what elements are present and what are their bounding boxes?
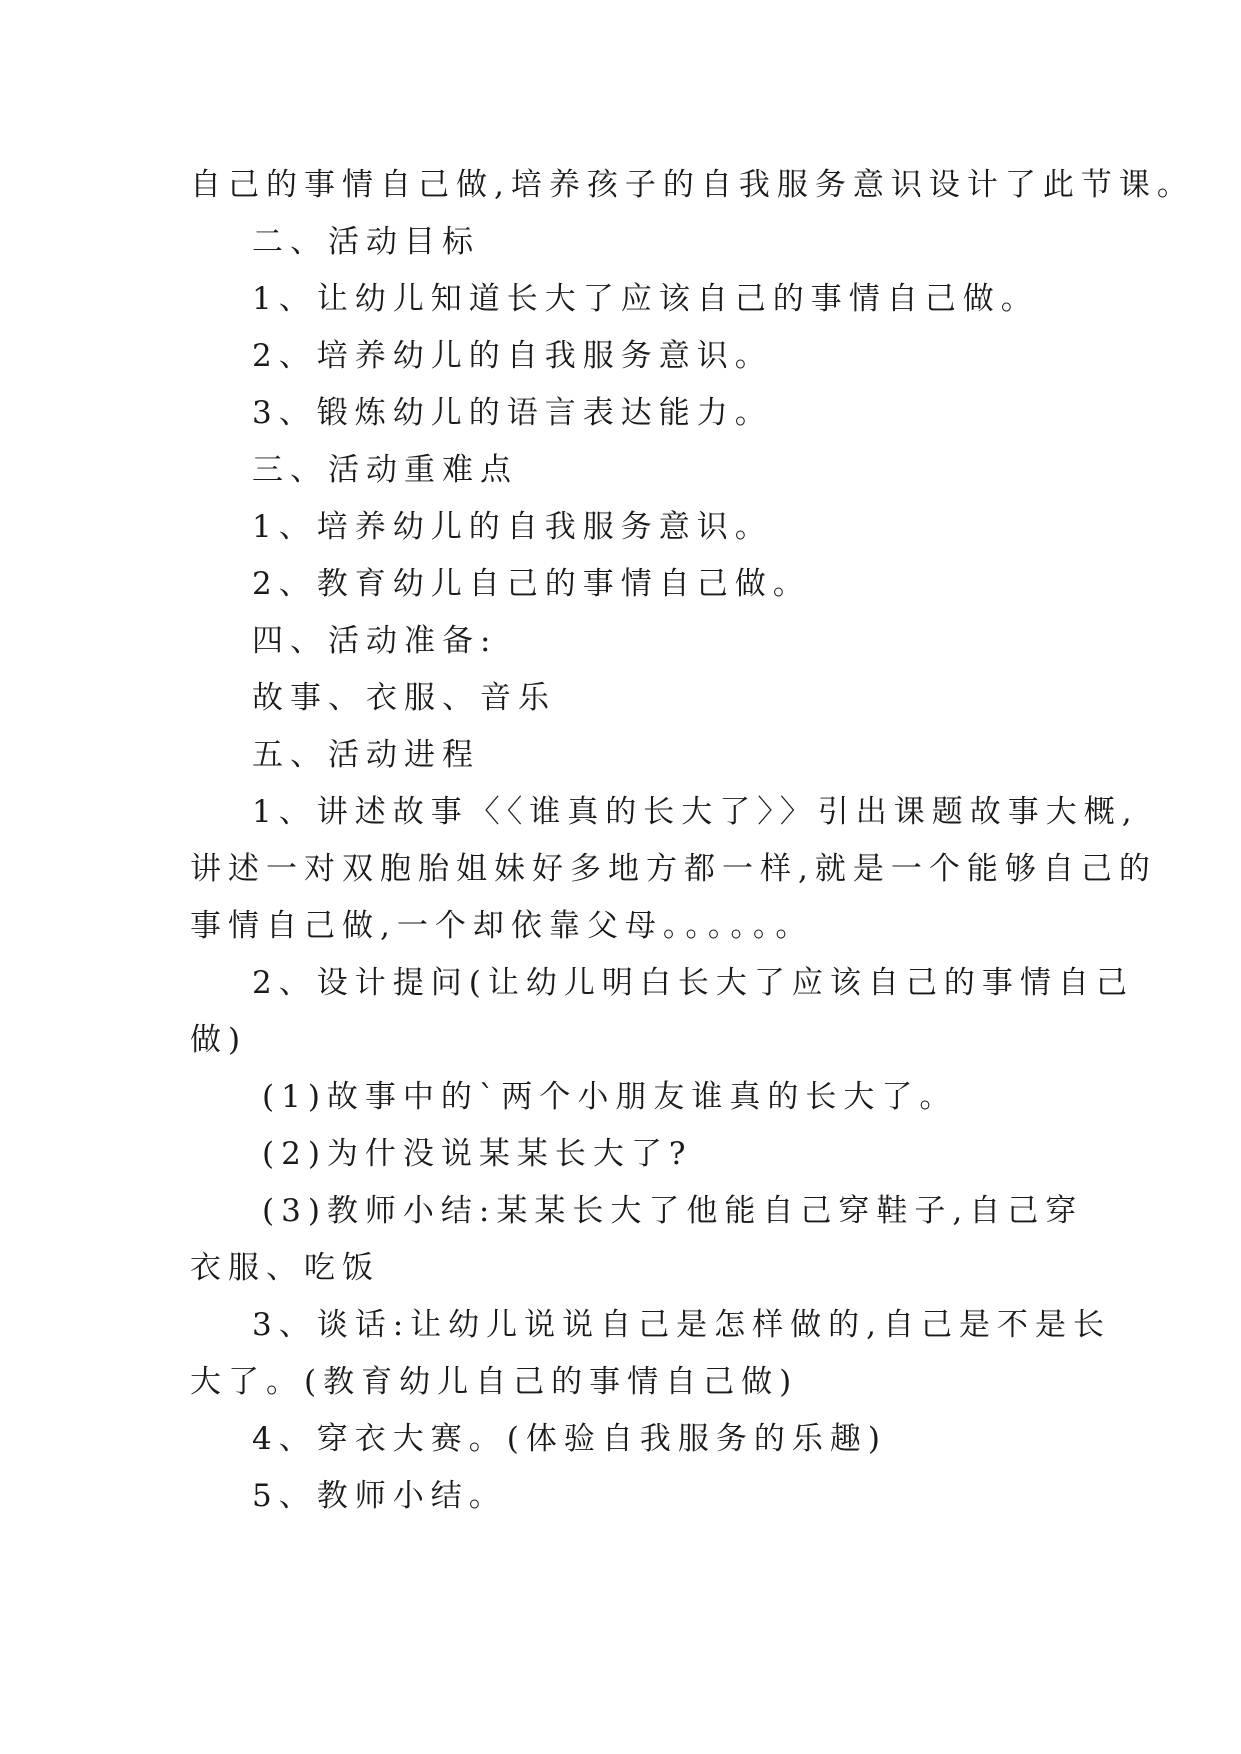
process-step-2-cont: 做) <box>190 1022 248 1058</box>
objective-3: 3、锻炼幼儿的语言表达能力。 <box>252 395 773 431</box>
process-step-1-cont-a: 讲述一对双胞胎姐妹好多地方都一样,就是一个能够自己的 <box>190 851 1157 887</box>
key-point-1: 1、培养幼儿的自我服务意识。 <box>252 509 773 545</box>
question-1: (1)故事中的`两个小朋友谁真的长大了。 <box>262 1079 958 1115</box>
text-line-1: 自己的事情自己做,培养孩子的自我服务意识设计了此节课。 <box>190 167 1195 203</box>
preparation-items: 故事、衣服、音乐 <box>252 680 556 716</box>
process-step-1: 1、讲述故事〈〈谁真的长大了〉〉引出课题故事大概, <box>252 794 1139 830</box>
key-point-2: 2、教育幼儿自己的事情自己做。 <box>252 566 811 602</box>
question-3: (3)教师小结:某某长大了他能自己穿鞋子,自己穿 <box>262 1193 1084 1229</box>
process-step-2: 2、设计提问(让幼儿明白长大了应该自己的事情自己 <box>252 965 1134 1001</box>
objective-2: 2、培养幼儿的自我服务意识。 <box>252 338 773 374</box>
section-heading-objectives: 二、活动目标 <box>252 224 480 260</box>
process-step-3: 3、谈话:让幼儿说说自己是怎样做的,自己是不是长 <box>252 1307 1112 1343</box>
process-step-1-cont-b: 事情自己做,一个却依靠父母。。。。。。 <box>190 908 814 944</box>
question-3-cont: 衣服、吃饭 <box>190 1250 380 1286</box>
section-heading-preparation: 四、活动准备: <box>252 623 498 659</box>
process-step-3-cont: 大了。(教育幼儿自己的事情自己做) <box>190 1364 799 1400</box>
section-heading-process: 五、活动进程 <box>252 737 480 773</box>
section-heading-key-points: 三、活动重难点 <box>252 452 518 488</box>
process-step-5: 5、教师小结。 <box>252 1478 507 1514</box>
process-step-4: 4、穿衣大赛。(体验自我服务的乐趣) <box>252 1421 887 1457</box>
question-2: (2)为什没说某某长大了? <box>262 1136 693 1172</box>
objective-1: 1、让幼儿知道长大了应该自己的事情自己做。 <box>252 281 1039 317</box>
